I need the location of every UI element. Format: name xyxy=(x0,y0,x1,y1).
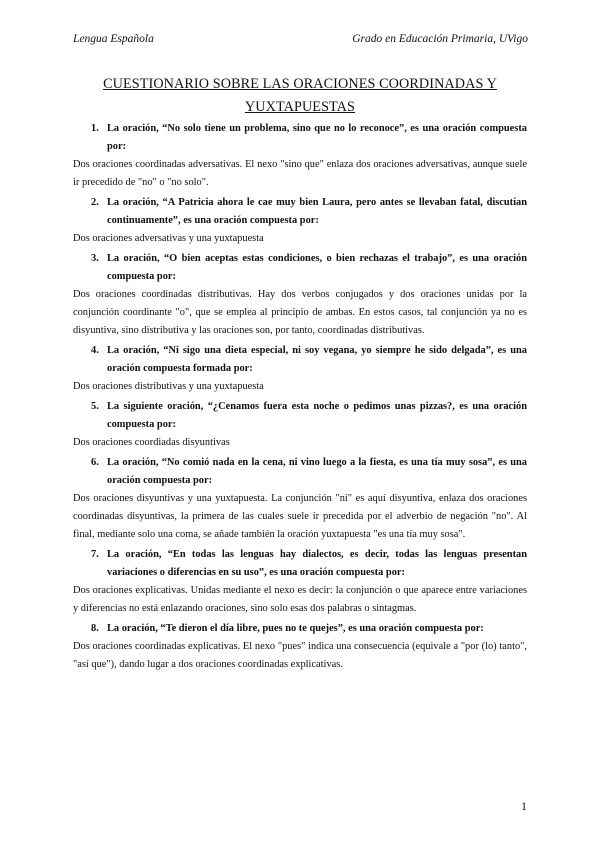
question-number: 6. xyxy=(91,457,99,468)
answer-text: Dos oraciones coordinadas adversativas. El nexo "sino que" enlaza dos oraciones adversativas, aunque suele ir precedido de "no" o "no solo". xyxy=(73,159,527,188)
question-number: 2. xyxy=(91,197,99,208)
question-body: La oración, “No solo tiene un problema, sino que no lo reconoce”, es una oración compuesta por: xyxy=(107,123,527,152)
question-item xyxy=(73,250,527,340)
questionnaire xyxy=(73,120,527,676)
question-body: La siguiente oración, “¿Cenamos fuera esta noche o pedimos unas pizzas?, es una oración compuesta por: xyxy=(107,401,527,430)
header-course: Lengua Española xyxy=(73,33,154,45)
question-text xyxy=(73,250,527,286)
question-body: La oración, “No comió nada en la cena, ni vino luego a la fiesta, es una tía muy sosa”, es una oración compuesta por: xyxy=(107,457,527,486)
page-number: 1 xyxy=(521,799,527,813)
question-number: 7. xyxy=(91,549,99,560)
question-body: La oración, “O bien aceptas estas condiciones, o bien rechazas el trabajo”, es una oración compuesta por: xyxy=(107,253,527,282)
question-body: La oración, “A Patricia ahora le cae muy bien Laura, pero antes se llevaban fatal, discutían continuamente”, es una oración compuesta por: xyxy=(107,197,527,226)
answer-text: Dos oraciones coordinadas explicativas. El nexo "pues" indica una consecuencia (equivale a "por (lo) tanto", "así que"), dando lugar a dos oraciones coordinadas explicativas. xyxy=(73,641,527,670)
question-item xyxy=(73,454,527,544)
question-number: 3. xyxy=(91,253,99,264)
answer-text: Dos oraciones adversativas y una yuxtapuesta xyxy=(73,233,264,244)
answer-text: Dos oraciones coordiadas disyuntivas xyxy=(73,437,230,448)
question-item xyxy=(73,620,527,674)
question-text xyxy=(73,620,527,638)
question-body: La oración, “Ni sigo una dieta especial, ni soy vegana, yo siempre he sido delgada”, es una oración compuesta formada por: xyxy=(107,345,527,374)
question-text xyxy=(73,342,527,378)
question-body: La oración, “En todas las lenguas hay dialectos, es decir, todas las lenguas presentan variaciones o diferencias en su uso”, es una oración compuesta por: xyxy=(107,549,527,578)
question-item xyxy=(73,398,527,452)
answer-text: Dos oraciones coordinadas distributivas. Hay dos verbos conjugados y dos oraciones unidas por la conjunción coordinante "o", que se emplea al principio de ambas. En estos casos, tal conjunción ya no es disyuntiva, sino distributiva y las oraciones son, por tanto, coordinadas distributivas. xyxy=(73,289,527,336)
question-body: La oración, “Te dieron el día libre, pues no te quejes”, es una oración compuesta por: xyxy=(107,623,484,634)
answer-text: Dos oraciones explicativas. Unidas mediante el nexo es decir: la conjunción o que aparece entre variaciones y diferencias no está enlazando oraciones, sino solo esas dos palabras o sintagmas. xyxy=(73,585,527,614)
question-item xyxy=(73,120,527,192)
document-title: CUESTIONARIO SOBRE LAS ORACIONES COORDINADAS Y YUXTAPUESTAS xyxy=(103,76,497,115)
question-number: 5. xyxy=(91,401,99,412)
question-item xyxy=(73,342,527,396)
header-degree: Grado en Educación Primaria, UVigo xyxy=(352,33,528,45)
question-number: 8. xyxy=(91,623,99,634)
question-text xyxy=(73,454,527,490)
question-number: 1. xyxy=(91,123,99,134)
question-item xyxy=(73,546,527,618)
question-number: 4. xyxy=(91,345,99,356)
answer-text: Dos oraciones disyuntivas y una yuxtapuesta. La conjunción "ni" es aquí disyuntiva, enlaza dos oraciones coordinadas disyuntivas, la primera de las cuales suele ir precedida por el adverbio de negación "no". Al final, mediante solo una coma, se añade también la oración yuxtapuesta "es una tía muy sosa". xyxy=(73,493,527,540)
answer-text: Dos oraciones distributivas y una yuxtapuesta xyxy=(73,381,264,392)
question-text xyxy=(73,120,527,156)
question-text xyxy=(73,194,527,230)
question-item xyxy=(73,194,527,248)
page-header xyxy=(73,33,528,49)
question-text xyxy=(73,398,527,434)
question-text xyxy=(73,546,527,582)
